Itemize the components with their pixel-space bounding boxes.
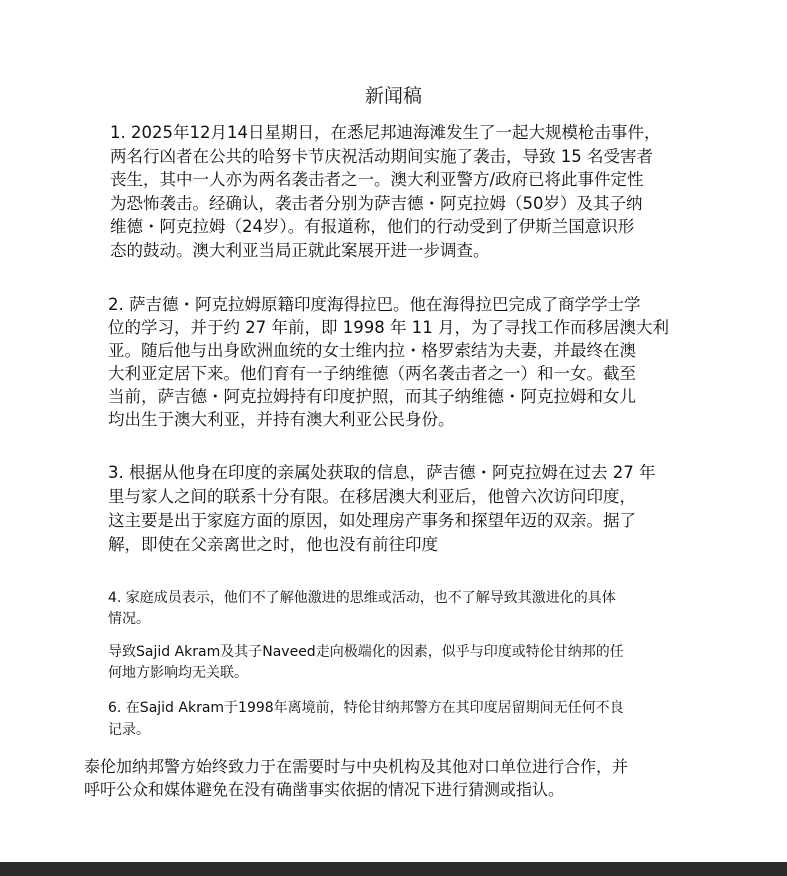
paragraph-5: 导致Sajid Akram及其子Naveed走向极端化的因素，似乎与印度或特伦甘纳邦的任 何地方影响均无关联。 bbox=[108, 644, 624, 681]
paragraph-6: 6. 在Sajid Akram于1998年离境前，特伦甘纳邦警方在其印度居留期间无任何不良 记录。 bbox=[108, 700, 624, 738]
document-title: 新闻稿 bbox=[364, 85, 422, 107]
bottom-edge-bar bbox=[0, 862, 787, 876]
paragraph-2: 2. 萨吉德・阿克拉姆原籍印度海得拉巴。他在海得拉巴完成了商学学士学 位的学习，并于约 27 年前，即 1998 年 11 月，为了寻找工作而移居澳大利 亚。随后他与出身欧洲血统的女士维内拉・格罗索结为夫妻，并最终在澳 大利亚定居下来。他们育有一子纳维德（两名袭击者之一）和一女。截至 当前，萨吉德・阿克拉姆持有印度护照，而其子纳维德・阿克拉姆和女儿 均出生于澳大利亚，并持有澳大利亚公民身份。 bbox=[108, 295, 669, 429]
paragraph-4: 4. 家庭成员表示，他们不了解他激进的思维或活动，也不了解导致其激进化的具体 情况。 bbox=[108, 590, 616, 627]
paragraph-1: 1. 2025年12月14日星期日，在悉尼邦迪海滩发生了一起大规模枪击事件， 两名行凶者在公共的哈努卡节庆祝活动期间实施了袭击，导致 15 名受害者 丧生，其中一人亦为两名袭击者之一。澳大利亚警方/政府已将此事件定性 为恐怖袭击。经确认，袭击者分别为萨吉德・阿克拉姆（50岁）及其子纳 维德・阿克拉姆（24岁）。有报道称，他们的行动受到了伊斯兰国意识形 态的鼓动。澳大利亚当局正就此案展开进一步调查。 bbox=[110, 123, 661, 260]
paragraph-3: 3. 根据从他身在印度的亲属处获取的信息，萨吉德・阿克拉姆在过去 27 年 里与家人之间的联系十分有限。在移居澳大利亚后，他曾六次访问印度， 这主要是出于家庭方面的原因，如处理房产事务和探望年迈的双亲。据了 解，即使在父亲离世之时，他也没有前往印度 bbox=[108, 463, 656, 554]
paragraph-7: 泰伦加纳邦警方始终致力于在需要时与中央机构及其他对口单位进行合作，并 呼吁公众和媒体避免在没有确凿事实依据的情况下进行猜测或指认。 bbox=[84, 757, 629, 799]
